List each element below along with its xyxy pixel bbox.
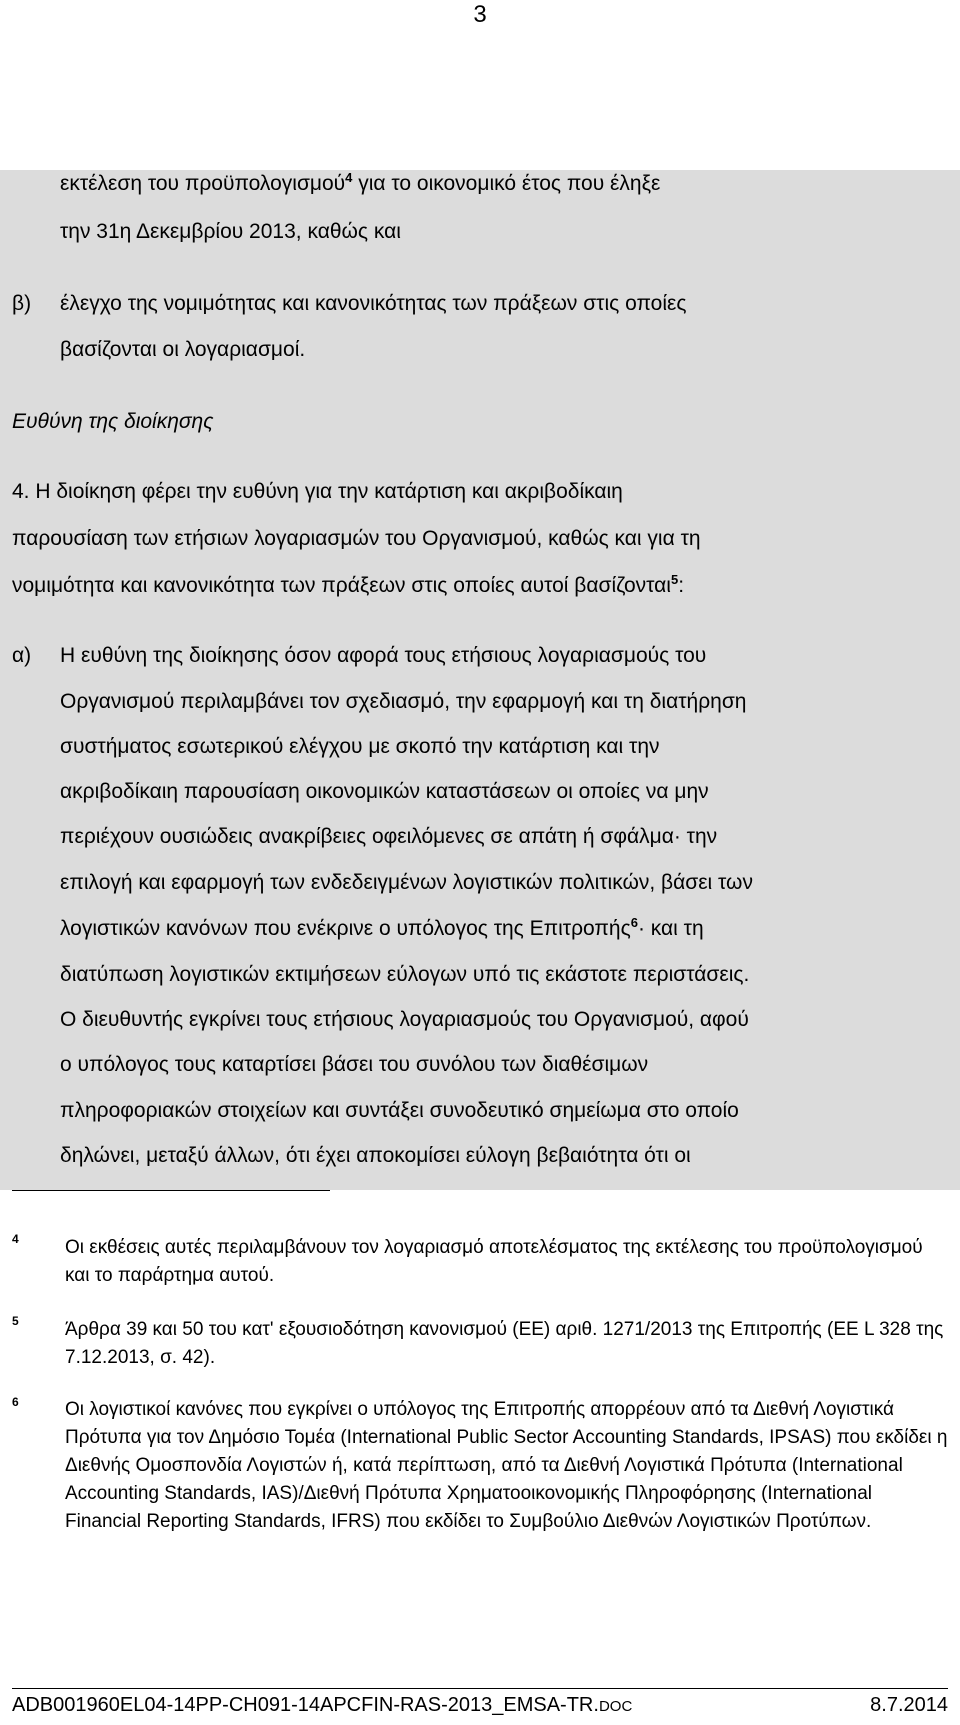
body-line: ο υπόλογος τους καταρτίσει βάσει του συνόλου των διαθέσιμων bbox=[60, 1053, 649, 1076]
footnote-ref-4[interactable]: 4 bbox=[345, 170, 353, 185]
item-label-a: α) bbox=[12, 644, 32, 667]
footnote-separator bbox=[12, 1190, 330, 1191]
body-line: Οργανισμού περιλαμβάνει τον σχεδιασμό, την εφαρμογή και τη διατήρηση bbox=[60, 690, 747, 713]
footnote-ref-6[interactable]: 6 bbox=[630, 915, 638, 930]
body-line: ακριβοδίκαιη παρουσίαση οικονομικών καταστάσεων οι οποίες να μην bbox=[60, 780, 709, 803]
body-line: Ο διευθυντής εγκρίνει τους ετήσιους λογαριασμούς του Οργανισμού, αφού bbox=[60, 1008, 749, 1031]
body-line: νομιμότητα και κανονικότητα των πράξεων στις οποίες αυτοί βασίζονται$^5$: bbox=[12, 572, 685, 597]
footnote-ref-5[interactable]: 5 bbox=[670, 572, 679, 587]
footer-date: 8.7.2014 bbox=[870, 1694, 948, 1716]
body-line: επιλογή και εφαρμογή των ενδεδειγμένων λογιστικών πολιτικών, βάσει των bbox=[60, 871, 753, 894]
body-line: παρουσίαση των ετήσιων λογαριασμών του Οργανισμού, καθώς και για τη bbox=[12, 527, 701, 550]
page-number: 3 bbox=[473, 1, 487, 28]
body-line: δηλώνει, μεταξύ άλλων, ότι έχει αποκομίσει εύλογη βεβαιότητα ότι οι bbox=[60, 1144, 691, 1167]
body-line: Η ευθύνη της διοίκησης όσον αφορά τους ετήσιους λογαριασμούς του bbox=[60, 644, 707, 667]
body-line: βασίζονται οι λογαριασμοί. bbox=[60, 338, 306, 361]
body-line: λογιστικών κανόνων που ενέκρινε ο υπόλογος της Επιτροπής$^6$· και τη bbox=[60, 915, 704, 940]
item-label-b: β) bbox=[12, 292, 32, 315]
footer-document-id: ADB001960EL04-14PP-CH091-14APCFIN-RAS-2013_EMSA-TR.DOC bbox=[12, 1694, 633, 1716]
footer-separator bbox=[12, 1688, 948, 1689]
body-line: έλεγχο της νομιμότητας και κανονικότητας των πράξεων στις οποίες bbox=[60, 292, 687, 315]
shaded-text-block bbox=[0, 170, 960, 1190]
footnote-text: Οι λογιστικοί κανόνες που εγκρίνει ο υπόλογος της Επιτροπής απορρέουν από τα Διεθνή Λογιστικά Πρότυπα για τον Δημόσιο Τομέα (International Public Sector Accounting Standards, IPSAS) που εκδίδει η Διεθνής Ομοσπονδία Λογιστών ή, κατά περίπτωση, από τα Διεθνή Λογιστικά Πρότυπα (International Accounting Standards, IAS)/Διεθνή Πρότυπα Χρηματοοικονομικής Πληροφόρησης (International Financial Reporting Standards, IFRS) που εκδίδει το Συμβούλιο Διεθνών Λογιστικών Προτύπων. bbox=[65, 1399, 948, 1532]
body-line: την 31η Δεκεμβρίου 2013, καθώς και bbox=[60, 220, 401, 243]
body-line: πληροφοριακών στοιχείων και συντάξει συνοδευτικό σημείωμα στο οποίο bbox=[60, 1099, 739, 1122]
body-line: συστήματος εσωτερικού ελέγχου με σκοπό την κατάρτιση και την bbox=[60, 735, 660, 758]
body-line: εκτέλεση του προϋπολογισμού$^4$ για το οικονομικό έτος που έληξε bbox=[60, 170, 661, 195]
section-heading: Ευθύνη της διοίκησης bbox=[12, 410, 214, 433]
footnote-number: 4 bbox=[12, 1232, 19, 1246]
body-line: 4. Η διοίκηση φέρει την ευθύνη για την κατάρτιση και ακριβοδίκαιη bbox=[12, 480, 623, 503]
footnote-text: Οι εκθέσεις αυτές περιλαμβάνουν τον λογαριασμό αποτελέσματος της εκτέλεσης του προϋπολογισμού και το παράρτημα αυτού. bbox=[65, 1237, 923, 1286]
body-line: περιέχουν ουσιώδεις ανακρίβειες οφειλόμενες σε απάτη ή σφάλμα· την bbox=[60, 825, 718, 848]
footnote-number: 5 bbox=[12, 1314, 19, 1328]
footnote-text: Άρθρα 39 και 50 του κατ' εξουσιοδότηση κανονισμού (ΕΕ) αριθ. 1271/2013 της Επιτροπής (ΕΕ L 328 της 7.12.2013, σ. 42). bbox=[65, 1319, 944, 1368]
body-line: διατύπωση λογιστικών εκτιμήσεων εύλογων υπό τις εκάστοτε περιστάσεις. bbox=[60, 963, 750, 986]
footnote-number: 6 bbox=[12, 1395, 19, 1409]
